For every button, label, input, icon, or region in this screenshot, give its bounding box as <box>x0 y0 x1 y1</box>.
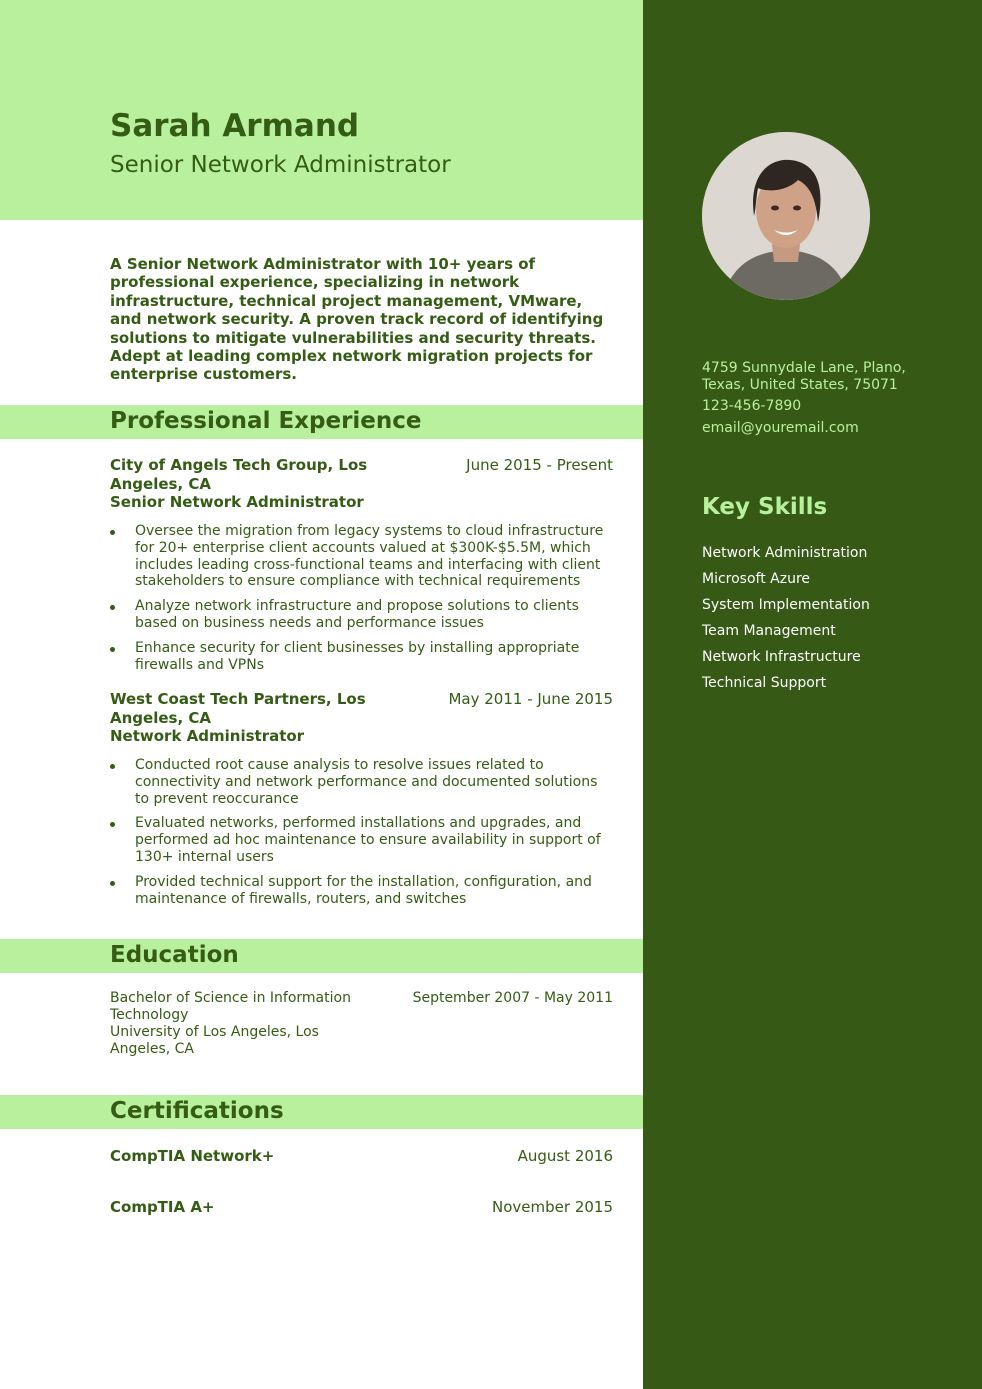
job-company: City of Angels Tech Group, Los Angeles, CA <box>110 456 368 493</box>
skills-list <box>702 543 870 699</box>
contact-address: 4759 Sunnydale Lane, Plano, Texas, United States, 75071 <box>702 360 906 393</box>
education-details <box>110 990 380 1058</box>
bullet-dot-icon <box>110 822 115 827</box>
bullet-item <box>110 598 613 632</box>
bullet-text: Analyze network infrastructure and propose solutions to clients based on business needs and performance issues <box>135 598 579 631</box>
job-dates: May 2011 - June 2015 <box>448 690 613 708</box>
bullet-dot-icon <box>110 764 115 769</box>
education-degree: Bachelor of Science in Information Technology <box>110 990 351 1023</box>
bullet-item <box>110 874 613 908</box>
education-heading: Education <box>110 942 239 968</box>
bullet-text: Provided technical support for the installation, configuration, and maintenance of firewalls, routers, and switches <box>135 873 592 907</box>
job-role: Senior Network Administrator <box>110 493 364 512</box>
skills-heading: Key Skills <box>702 494 828 520</box>
bullet-dot-icon <box>110 530 115 535</box>
candidate-title: Senior Network Administrator <box>110 152 451 178</box>
skill-item: Network Infrastructure <box>702 649 861 665</box>
bullet-item <box>110 757 613 807</box>
bullet-dot-icon <box>110 881 115 886</box>
experience-heading: Professional Experience <box>110 408 422 434</box>
candidate-name: Sarah Armand <box>110 108 360 144</box>
certification-date: August 2016 <box>517 1147 613 1165</box>
experience-section-header <box>0 405 643 439</box>
bullet-text: Oversee the migration from legacy systems to cloud infrastructure for 20+ enterprise client accounts valued at $300K-$5.5M, which includes leading cross-functional teams and interfacing with client stakeholders to ensure compliance with technical requirements <box>135 523 604 590</box>
skill-item: Microsoft Azure <box>702 571 811 587</box>
certification-name: CompTIA A+ <box>110 1198 215 1216</box>
bullet-dot-icon <box>110 647 115 652</box>
job-company-block <box>110 456 380 512</box>
certifications-heading: Certifications <box>110 1098 284 1124</box>
certification-entry <box>110 1198 613 1220</box>
bullet-item <box>110 523 613 590</box>
bullet-item <box>110 640 613 674</box>
bullet-item <box>110 815 613 865</box>
job-company-block <box>110 690 380 746</box>
bullet-text: Conducted root cause analysis to resolve issues related to connectivity and network performance and documented solutions to prevent reoccurance <box>135 757 598 807</box>
skill-item: Team Management <box>702 623 836 639</box>
job-role: Network Administrator <box>110 727 305 746</box>
certifications-section-header <box>0 1095 643 1129</box>
summary: A Senior Network Administrator with 10+ years of professional experience, specializing in network infrastructure, technical project management, VMware, and network security. A proven track record of identifying solutions to mitigate vulnerabilities and security threats. Adept at leading complex network migration projects for enterprise customers. <box>110 255 604 384</box>
education-dates: September 2007 - May 2011 <box>412 990 613 1006</box>
bullet-text: Evaluated networks, performed installations and upgrades, and performed ad hoc maintenance to ensure availability in support of 130+ internal users <box>135 815 601 865</box>
job-dates: June 2015 - Present <box>466 456 613 474</box>
education-entry <box>110 990 613 1058</box>
skill-item: Technical Support <box>702 675 827 691</box>
certification-name: CompTIA Network+ <box>110 1147 275 1165</box>
skill-item: Network Administration <box>702 545 868 561</box>
profile-photo <box>702 132 870 300</box>
certification-date: November 2015 <box>492 1198 613 1216</box>
certification-entry <box>110 1147 613 1169</box>
bullet-dot-icon <box>110 605 115 610</box>
education-section-header <box>0 939 643 973</box>
job-bullets <box>110 523 613 681</box>
education-school: University of Los Angeles, Los Angeles, CA <box>110 1024 319 1057</box>
contact-phone: 123-456-7890 <box>702 398 802 414</box>
skill-item: System Implementation <box>702 597 870 613</box>
profile-photo-illustration <box>702 132 870 300</box>
contact-email[interactable]: email@youremail.com <box>702 420 859 436</box>
bullet-text: Enhance security for client businesses by installing appropriate firewalls and VPNs <box>135 639 580 673</box>
job-company: West Coast Tech Partners, Los Angeles, CA <box>110 690 366 727</box>
job-bullets <box>110 757 613 915</box>
